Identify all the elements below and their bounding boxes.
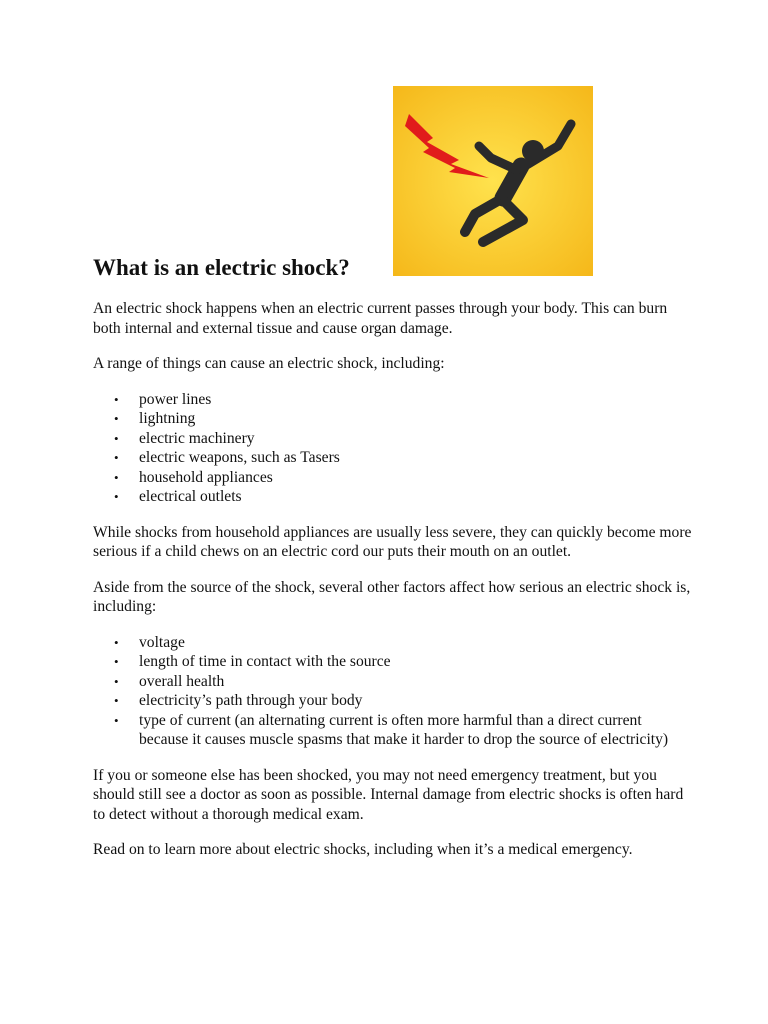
list-item: • voltage	[139, 633, 693, 653]
page-title: What is an electric shock?	[93, 255, 350, 280]
causes-list	[93, 390, 693, 507]
list-item: • overall health	[139, 672, 693, 692]
electric-shock-illustration	[393, 86, 593, 276]
list-item: • electrical outlets	[139, 487, 693, 507]
illustration-background	[393, 86, 593, 276]
list-item: • electricity’s path through your body	[139, 691, 693, 711]
factors-intro-paragraph: Aside from the source of the shock, several other factors affect how serious an electric shock is, including:	[93, 578, 691, 615]
read-on-paragraph: Read on to learn more about electric shocks, including when it’s a medical emergency.	[93, 841, 633, 858]
treatment-paragraph: If you or someone else has been shocked, you may not need emergency treatment, but you should still see a doctor as soon as possible. Internal damage from electric shocks is often hard to detect without a thorough medical exam.	[93, 766, 684, 823]
list-item: • lightning	[139, 409, 693, 429]
electric-shock-person-icon	[393, 86, 593, 276]
list-item: • electric machinery	[139, 429, 693, 449]
article-content	[93, 251, 693, 876]
causes-intro-paragraph: A range of things can cause an electric shock, including:	[93, 355, 445, 372]
list-item: • household appliances	[139, 468, 693, 488]
list-item: • power lines	[139, 390, 693, 410]
household-paragraph: While shocks from household appliances are usually less severe, they can quickly become more serious if a child chews on an electric cord our puts their mouth on an outlet.	[93, 523, 692, 560]
list-item: • electric weapons, such as Tasers	[139, 448, 693, 468]
factors-list	[93, 633, 693, 750]
intro-paragraph: An electric shock happens when an electric current passes through your body. This can burn both internal and external tissue and cause organ damage.	[93, 300, 668, 337]
list-item: • type of current (an alternating current is often more harmful than a direct current because it causes muscle spasms that make it harder to drop the source of electricity)	[139, 711, 693, 750]
list-item: • length of time in contact with the source	[139, 652, 693, 672]
